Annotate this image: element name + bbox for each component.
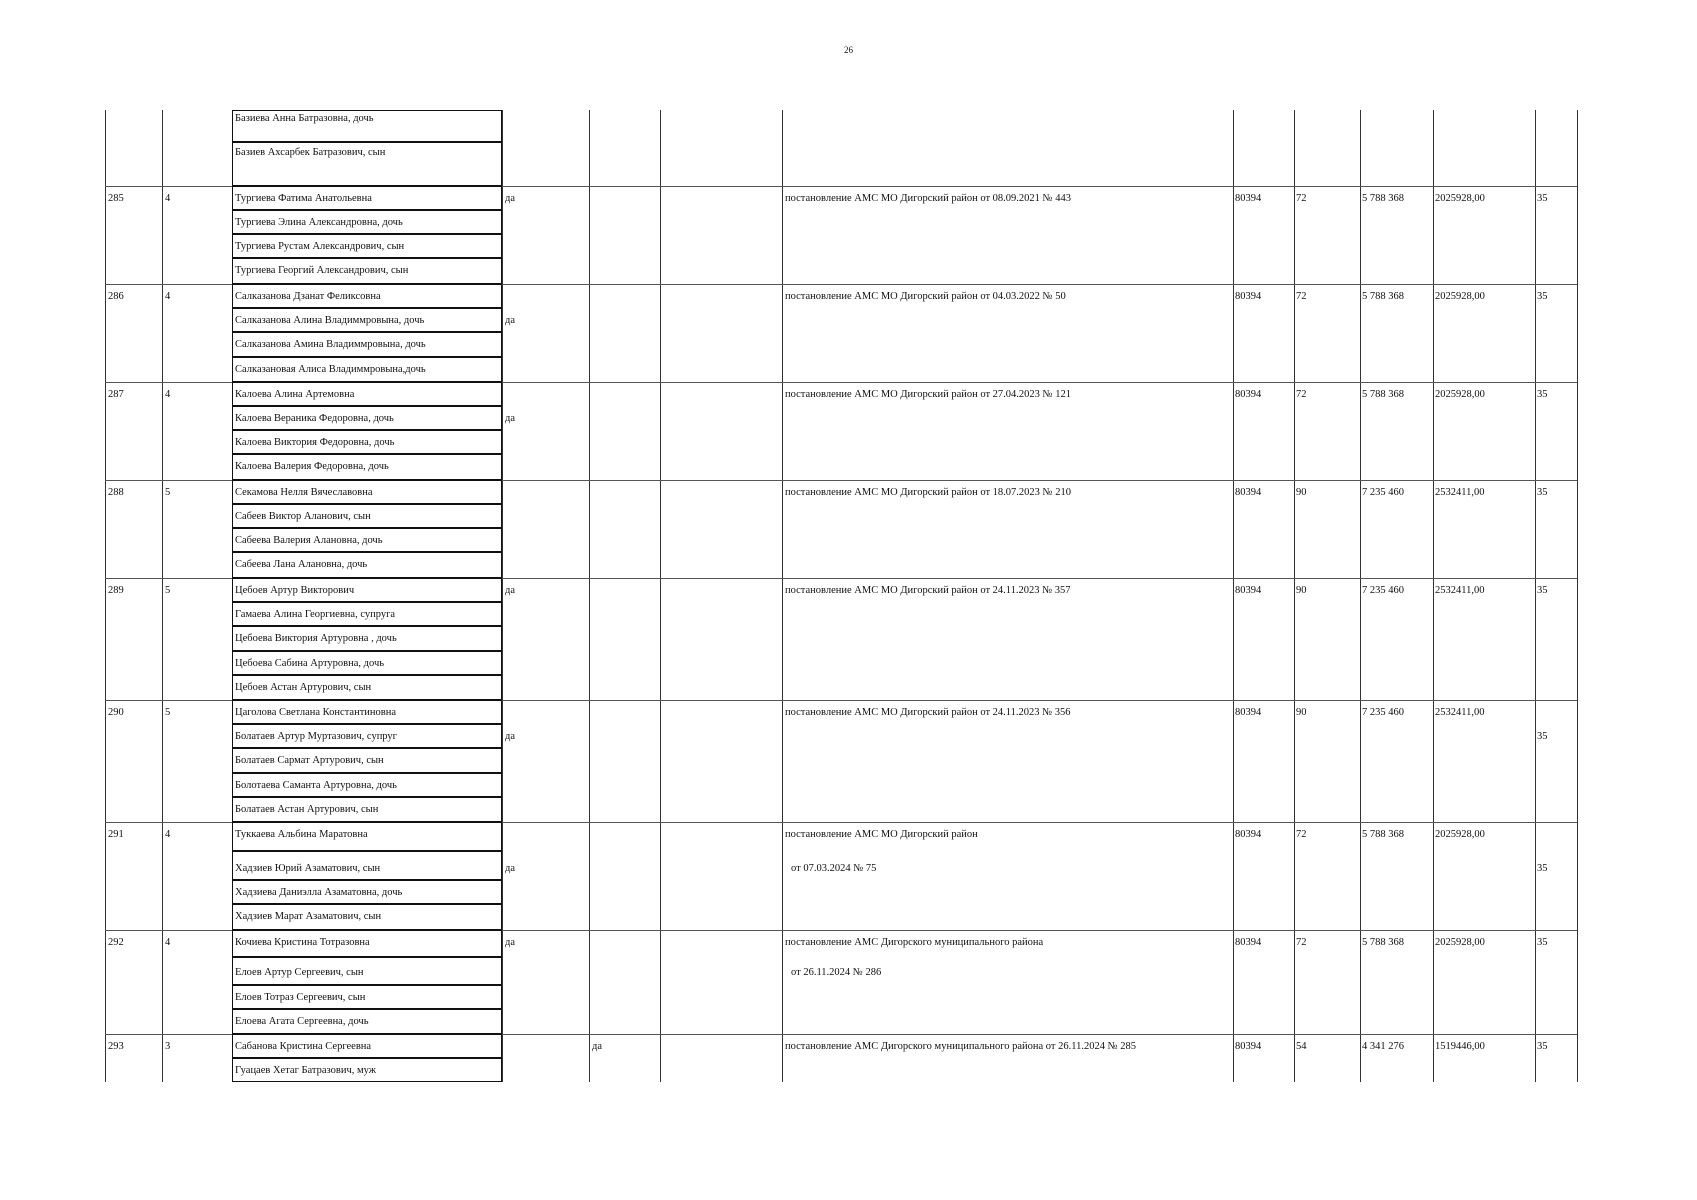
family-size: 4 [165, 389, 171, 400]
payment-amount: 2025928,00 [1435, 389, 1485, 400]
column-rule [1577, 110, 1578, 1082]
flag-b: да [592, 1041, 603, 1052]
member-name: Тургиева Георгий Александрович, сын [235, 265, 409, 276]
area-value: 90 [1296, 585, 1307, 596]
column-rule [1360, 110, 1361, 1082]
payment-amount: 2532411,00 [1435, 487, 1485, 498]
payment-amount: 2532411,00 [1435, 585, 1485, 596]
cadastral-code: 80394 [1235, 389, 1262, 400]
member-name: Калоева Виктория Федоровна, дочь [235, 437, 395, 448]
page-number: 26 [844, 45, 853, 55]
flag-a: да [505, 585, 516, 596]
area-value: 72 [1296, 937, 1307, 948]
payment-amount: 2025928,00 [1435, 193, 1485, 204]
column-rule [782, 110, 783, 1082]
row-number: 292 [108, 937, 124, 948]
total-amount: 5 788 368 [1362, 193, 1404, 204]
flag-a: да [505, 193, 516, 204]
payment-amount: 2025928,00 [1435, 937, 1485, 948]
percent-value: 35 [1537, 291, 1548, 302]
member-name: Хадзиев Юрий Азаматович, сын [235, 863, 381, 874]
member-name: Салказановая Алиса Владиммровына,дочь [235, 364, 426, 375]
member-name: Сабеева Лана Алановна, дочь [235, 559, 368, 570]
member-name: Тургиева Рустам Александрович, сын [235, 241, 405, 252]
member-name: Калоева Алина Артемовна [235, 389, 355, 400]
total-amount: 7 235 460 [1362, 707, 1404, 718]
member-name: Тургиева Фатима Анатольевна [235, 193, 372, 204]
decree-text: постановление АМС МО Дигорский район от 24.11.2023 № 357 [785, 585, 1071, 596]
area-value: 54 [1296, 1041, 1307, 1052]
column-rule [162, 110, 163, 1082]
family-size: 5 [165, 707, 171, 718]
row-number: 285 [108, 193, 124, 204]
member-name: Болатаев Астан Артурович, сын [235, 804, 379, 815]
percent-value: 35 [1537, 937, 1548, 948]
payment-amount: 2532411,00 [1435, 707, 1485, 718]
member-name: Туккаева Альбина Маратовна [235, 829, 368, 840]
decree-text: постановление АМС МО Дигорский район [785, 829, 978, 840]
row-number: 287 [108, 389, 124, 400]
member-name: Гуацаев Хетаг Батразович, муж [235, 1065, 377, 1076]
column-rule [1233, 110, 1234, 1082]
decree-text: от 26.11.2024 № 286 [791, 967, 882, 978]
row-number: 289 [108, 585, 124, 596]
member-name: Сабеева Валерия Алановна, дочь [235, 535, 383, 546]
member-name: Базиев Ахсарбек Батразович, сын [235, 147, 386, 158]
column-rule [589, 110, 590, 1082]
column-rule [1294, 110, 1295, 1082]
total-amount: 4 341 276 [1362, 1041, 1404, 1052]
decree-text: постановление АМС Дигорского муниципального района от 26.11.2024 № 285 [785, 1041, 1137, 1052]
family-size: 5 [165, 487, 171, 498]
decree-text: от 07.03.2024 № 75 [791, 863, 877, 874]
member-name: Елоев Артур Сергеевич, сын [235, 967, 364, 978]
total-amount: 5 788 368 [1362, 291, 1404, 302]
total-amount: 5 788 368 [1362, 829, 1404, 840]
family-size: 5 [165, 585, 171, 596]
percent-value: 35 [1537, 585, 1548, 596]
flag-a: да [505, 315, 516, 326]
row-number: 293 [108, 1041, 124, 1052]
payment-amount: 1519446,00 [1435, 1041, 1485, 1052]
column-rule [105, 110, 106, 1082]
flag-a: да [505, 937, 516, 948]
member-name: Цебоев Астан Артурович, сын [235, 682, 372, 693]
row-number: 291 [108, 829, 124, 840]
area-value: 90 [1296, 487, 1307, 498]
area-value: 90 [1296, 707, 1307, 718]
cadastral-code: 80394 [1235, 487, 1262, 498]
payment-amount: 2025928,00 [1435, 829, 1485, 840]
total-amount: 7 235 460 [1362, 487, 1404, 498]
percent-value: 35 [1537, 863, 1548, 874]
column-rule [1535, 110, 1536, 1082]
percent-value: 35 [1537, 731, 1548, 742]
cadastral-code: 80394 [1235, 937, 1262, 948]
percent-value: 35 [1537, 487, 1548, 498]
decree-text: постановление АМС МО Дигорский район от 24.11.2023 № 356 [785, 707, 1071, 718]
family-size: 4 [165, 937, 171, 948]
member-name: Цебоев Артур Викторович [235, 585, 355, 596]
member-name: Калоева Валерия Федоровна, дочь [235, 461, 389, 472]
payment-amount: 2025928,00 [1435, 291, 1485, 302]
family-size: 4 [165, 829, 171, 840]
row-number: 288 [108, 487, 124, 498]
member-name: Салказанова Дзанат Феликсовна [235, 291, 381, 302]
cadastral-code: 80394 [1235, 193, 1262, 204]
decree-text: постановление АМС МО Дигорский район от 18.07.2023 № 210 [785, 487, 1071, 498]
row-number: 286 [108, 291, 124, 302]
percent-value: 35 [1537, 1041, 1548, 1052]
member-name: Салказанова Алина Владиммровына, дочь [235, 315, 425, 326]
member-name: Цебоева Виктория Артуровна , дочь [235, 633, 397, 644]
member-name: Цебоева Сабина Артуровна, дочь [235, 658, 385, 669]
area-value: 72 [1296, 389, 1307, 400]
area-value: 72 [1296, 193, 1307, 204]
area-value: 72 [1296, 829, 1307, 840]
member-name: Салказанова Амина Владиммровына, дочь [235, 339, 426, 350]
member-name: Калоева Вераника Федоровна, дочь [235, 413, 394, 424]
row-number: 290 [108, 707, 124, 718]
decree-text: постановление АМС Дигорского муниципального района [785, 937, 1044, 948]
member-name: Елоев Тотраз Сергеевич, сын [235, 992, 366, 1003]
member-name: Хадзиева Даниэлла Азаматовна, дочь [235, 887, 403, 898]
total-amount: 5 788 368 [1362, 389, 1404, 400]
decree-text: постановление АМС МО Дигорский район от 27.04.2023 № 121 [785, 389, 1071, 400]
area-value: 72 [1296, 291, 1307, 302]
member-name: Кочиева Кристина Тотразовна [235, 937, 370, 948]
flag-a: да [505, 731, 516, 742]
member-name: Хадзиев Марат Азаматович, сын [235, 911, 382, 922]
member-name: Секамова Нелля Вячеславовна [235, 487, 373, 498]
column-rule [1433, 110, 1434, 1082]
family-size: 4 [165, 291, 171, 302]
total-amount: 7 235 460 [1362, 585, 1404, 596]
percent-value: 35 [1537, 389, 1548, 400]
member-name: Елоева Агата Сергеевна, дочь [235, 1016, 369, 1027]
flag-a: да [505, 863, 516, 874]
percent-value: 35 [1537, 193, 1548, 204]
member-name: Тургиева Элина Александровна, дочь [235, 217, 403, 228]
cadastral-code: 80394 [1235, 291, 1262, 302]
cadastral-code: 80394 [1235, 707, 1262, 718]
member-name: Цаголова Светлана Константиновна [235, 707, 397, 718]
member-name: Базиева Анна Батразовна, дочь [235, 113, 374, 124]
column-rule [660, 110, 661, 1082]
family-size: 3 [165, 1041, 171, 1052]
member-name: Гамаева Алина Георгиевна, супруга [235, 609, 396, 620]
member-name: Сабанова Кристина Сергеевна [235, 1041, 372, 1052]
column-rule [502, 110, 503, 1082]
cadastral-code: 80394 [1235, 829, 1262, 840]
member-name: Болатаев Сармат Артурович, сын [235, 755, 384, 766]
cadastral-code: 80394 [1235, 585, 1262, 596]
decree-text: постановление АМС МО Дигорский район от 08.09.2021 № 443 [785, 193, 1071, 204]
flag-a: да [505, 413, 516, 424]
member-name: Сабеев Виктор Аланович, сын [235, 511, 371, 522]
decree-text: постановление АМС МО Дигорский район от 04.03.2022 № 50 [785, 291, 1066, 302]
member-name: Болотаева Саманта Артуровна, дочь [235, 780, 397, 791]
member-name: Болатаев Артур Муртазович, супруг [235, 731, 397, 742]
total-amount: 5 788 368 [1362, 937, 1404, 948]
family-size: 4 [165, 193, 171, 204]
cadastral-code: 80394 [1235, 1041, 1262, 1052]
